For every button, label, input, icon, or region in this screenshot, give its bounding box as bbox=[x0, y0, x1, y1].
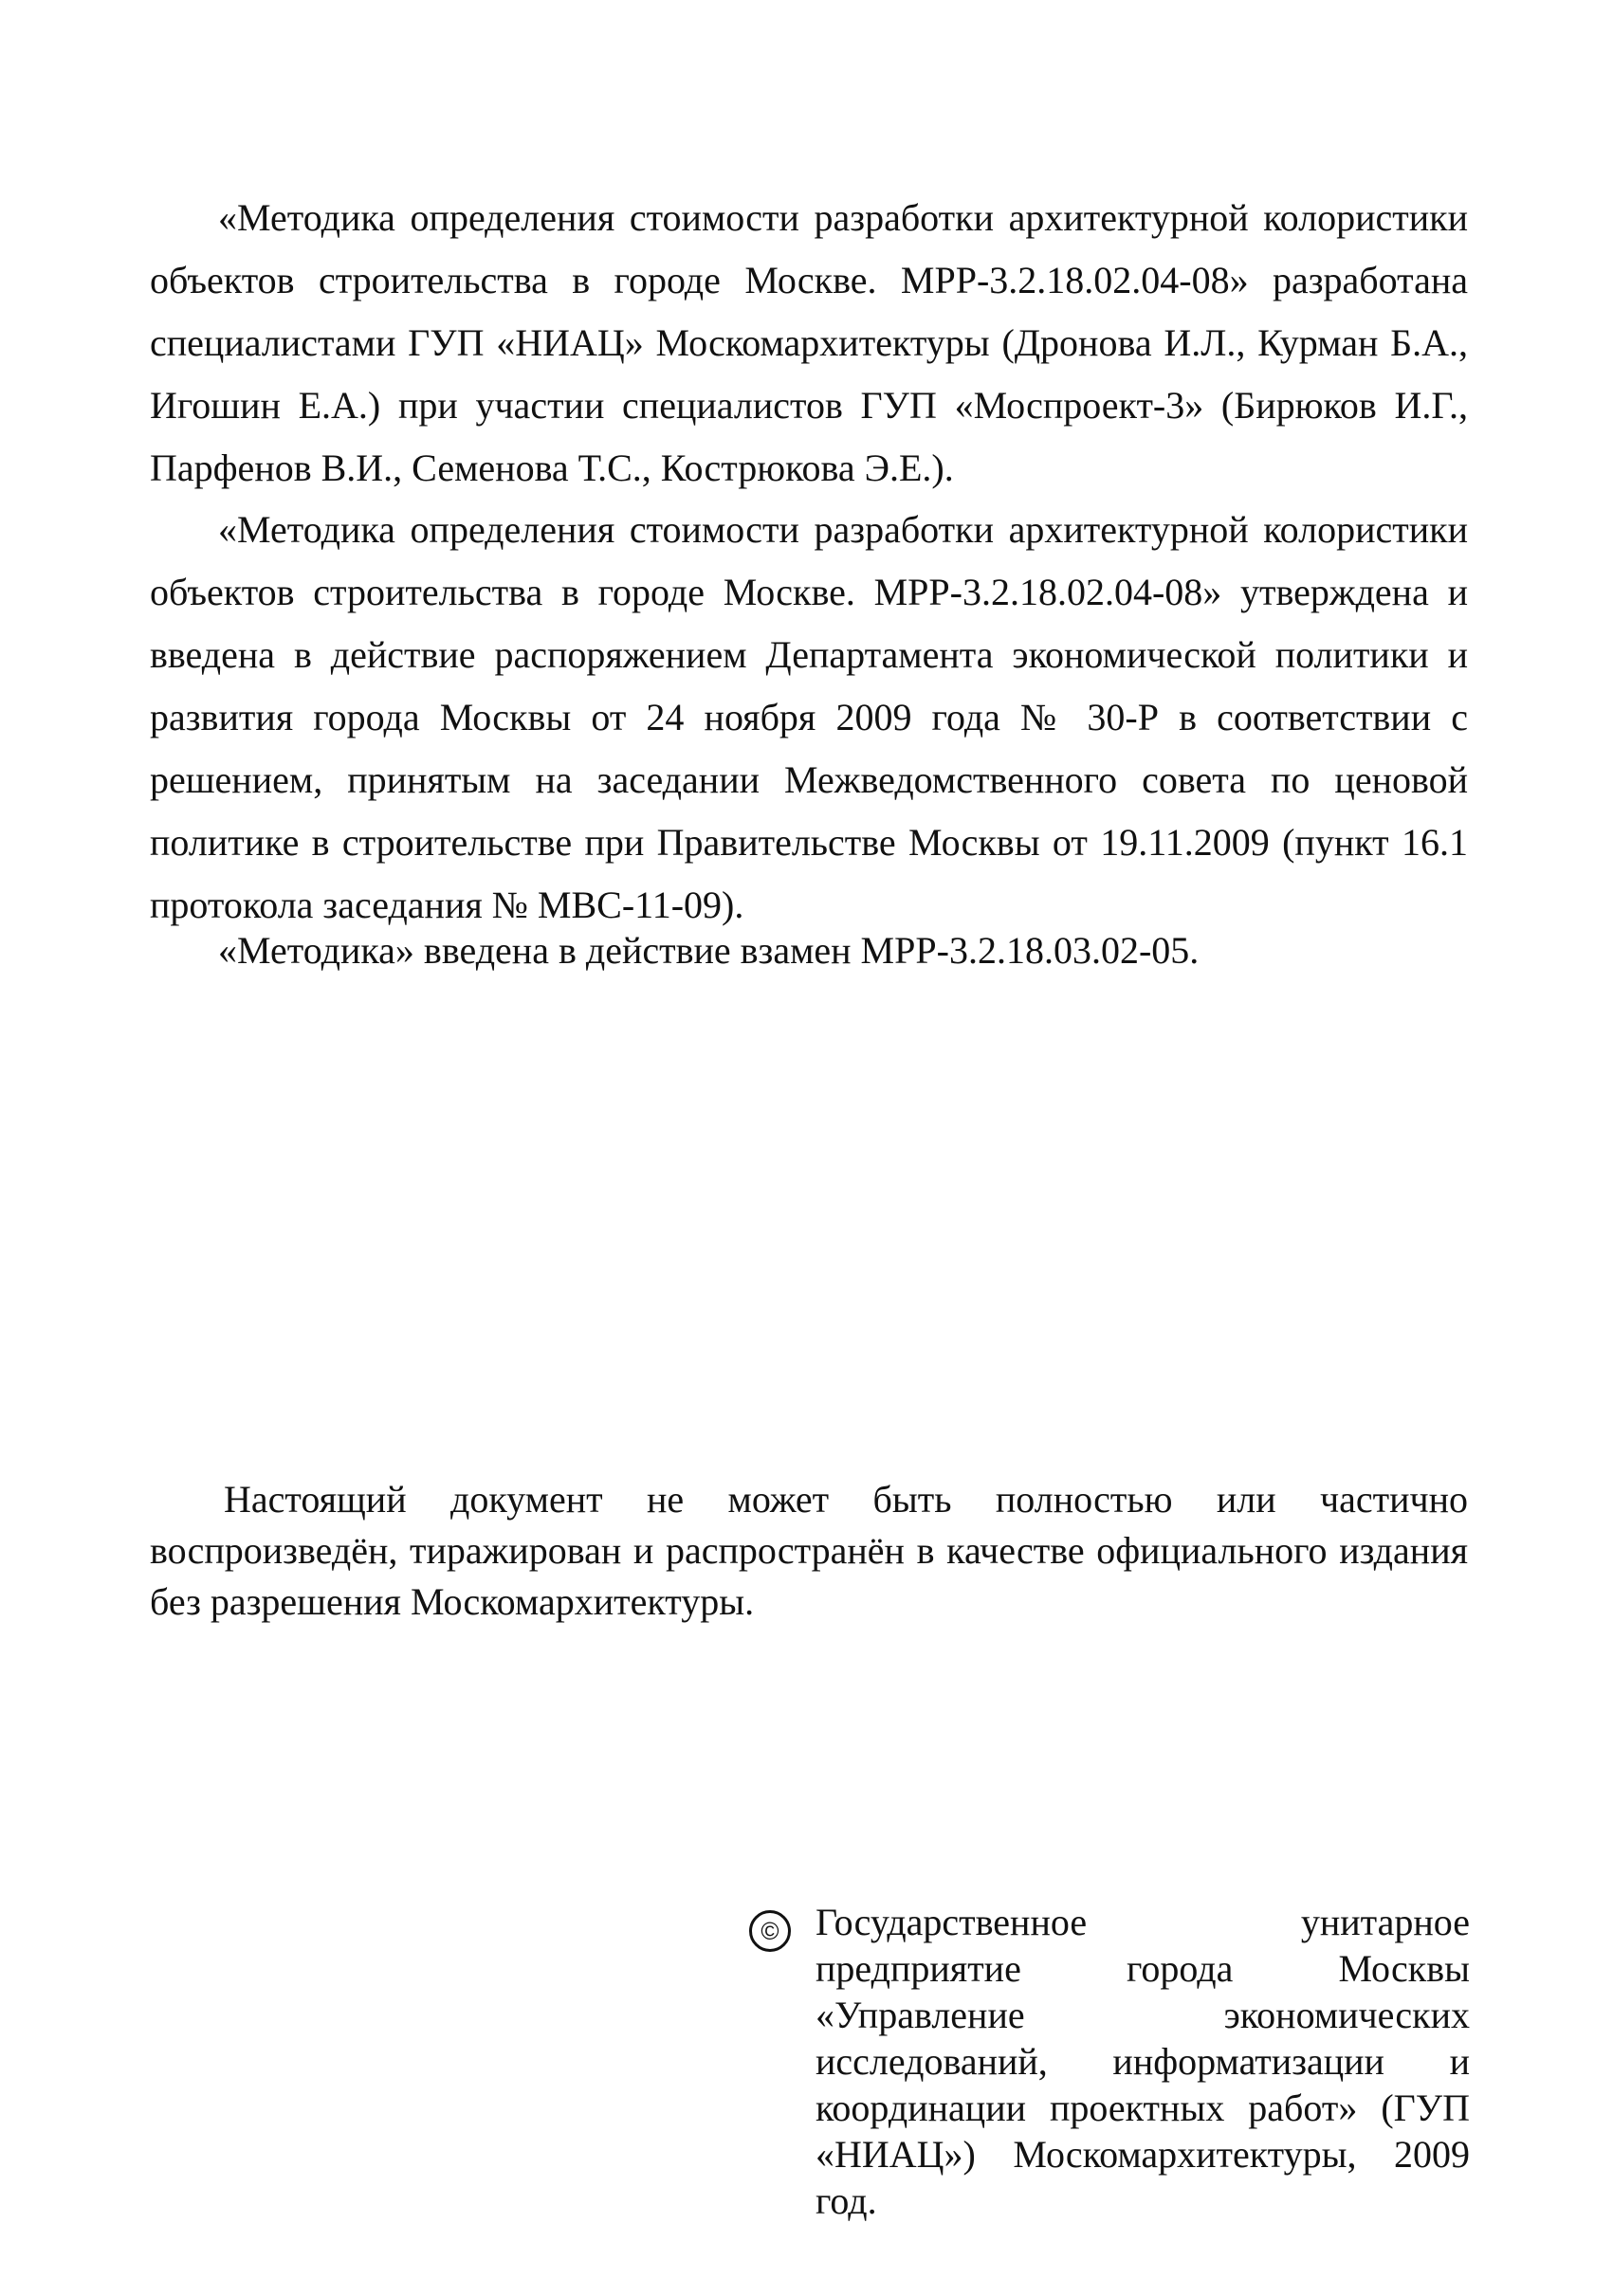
replacement-paragraph-block bbox=[150, 920, 1468, 982]
copyright-text: Государственное унитарное предприятие города Москвы «Управление экономических исследований, информатизации и координации проектных работ» (ГУП «НИАЦ») Москомархитектуры, 2009 год. bbox=[816, 1901, 1470, 2222]
credits-paragraph-block bbox=[150, 187, 1468, 500]
copyright-icon: © bbox=[749, 1910, 791, 1952]
approval-paragraph-block bbox=[150, 499, 1468, 937]
reproduction-notice: Настоящий документ не может быть полностью или частично воспроизведён, тиражирован и распространён в качестве официального издания без разрешения Москомархитектуры. bbox=[150, 1478, 1468, 1623]
approval-paragraph: «Методика определения стоимости разработки архитектурной колористики объектов строительства в городе Москве. МРР-3.2.18.02.04-08» утверждена и введена в действие распоряжением Департамента экономической политики и развития города Москвы от 24 ноября 2009 года № 30-Р в соответствии с решением, принятым на заседании Межведомственного совета по ценовой политике в строительстве при Правительстве Москвы от 19.11.2009 (пункт 16.1 протокола заседания № МВС-11-09). bbox=[150, 508, 1468, 926]
replacement-paragraph: «Методика» введена в действие взамен МРР-3.2.18.03.02-05. bbox=[218, 929, 1200, 972]
credits-paragraph: «Методика определения стоимости разработки архитектурной колористики объектов строительства в городе Москве. МРР-3.2.18.02.04-08» разработана специалистами ГУП «НИАЦ» Москомархитектуры (Дронова И.Л., Курман Б.А., Игошин Е.А.) при участии специалистов ГУП «Моспроект-3» (Бирюков И.Г., Парфенов В.И., Семенова Т.С., Кострюкова Э.Е.). bbox=[150, 196, 1468, 489]
